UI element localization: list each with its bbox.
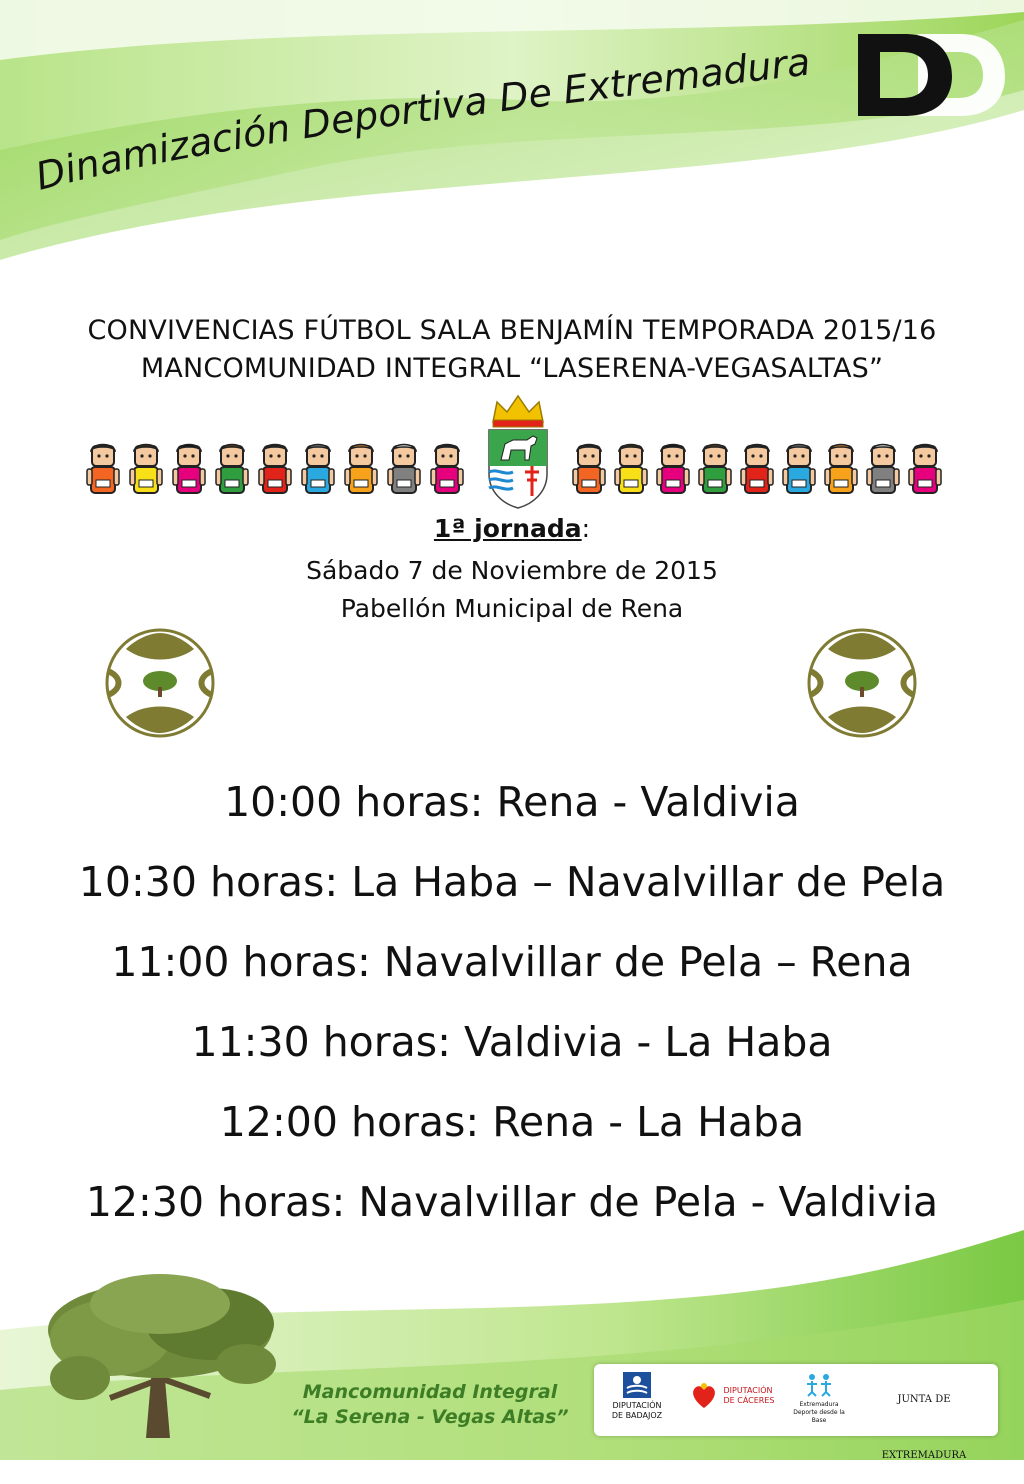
player-icon <box>430 440 464 498</box>
match-row: 12:00 horas: Rena - La Haba <box>219 1098 805 1146</box>
player-icon <box>258 440 292 498</box>
player-icon <box>387 440 421 498</box>
mancomunidad-line-2: “La Serena - Vegas Altas” <box>291 1406 569 1428</box>
match-row: 10:30 horas: La Haba – Navalvillar de Pela <box>78 858 946 906</box>
sponsor-line: DE BADAJOZ <box>611 1411 663 1420</box>
player-icon <box>782 440 816 498</box>
player-icon <box>698 440 732 498</box>
player-icon <box>866 440 900 498</box>
sponsor-diputacion-badajoz <box>602 1372 672 1428</box>
player-icon <box>740 440 774 498</box>
sponsor-junta-extremadura <box>856 1372 992 1461</box>
jornada-heading <box>0 512 1024 546</box>
player-icon <box>908 440 942 498</box>
player-icon <box>86 440 120 498</box>
match-row: 11:30 horas: Valdivia - La Haba <box>191 1018 833 1066</box>
event-date: Sábado 7 de Noviembre de 2015 <box>306 556 718 585</box>
tree-icon <box>40 1268 285 1443</box>
player-icon <box>824 440 858 498</box>
diputacion-caceres-icon <box>689 1382 719 1410</box>
mancomunidad-ball-icon <box>104 627 216 739</box>
sponsor-diputacion-caceres <box>682 1372 782 1428</box>
player-icon <box>129 440 163 498</box>
event-venue: Pabellón Municipal de Rena <box>340 594 684 623</box>
sponsor-line: Extremadura <box>799 1401 839 1408</box>
sponsor-line: Deporte desde la Base <box>793 1409 845 1424</box>
dd-logo-icon <box>840 28 1010 118</box>
headline-line-2: MANCOMUNIDAD INTEGRAL “LASERENA-VEGASALTAS” <box>140 353 884 384</box>
match-row: 11:00 horas: Navalvillar de Pela – Rena <box>111 938 913 986</box>
player-icon <box>614 440 648 498</box>
match-row: 12:30 horas: Navalvillar de Pela - Valdivia <box>85 1178 939 1226</box>
jornada-label: 1ª jornada <box>433 514 582 543</box>
sponsor-line: DE CÁCERES <box>723 1396 775 1405</box>
sponsors-panel <box>594 1364 998 1461</box>
match-row: 10:00 horas: Rena - Valdivia <box>224 778 800 826</box>
match-schedule <box>0 762 1024 1242</box>
diputacion-badajoz-icon <box>623 1372 651 1398</box>
sponsor-line: DIPUTACIÓN <box>612 1401 662 1410</box>
svg-text:Dinamización Deportiva De Extr <box>31 40 812 199</box>
headline-line-1: CONVIVENCIAS FÚTBOL SALA BENJAMÍN TEMPORADA 2015/16 <box>87 315 937 346</box>
headline <box>0 312 1024 388</box>
players-right <box>572 440 952 500</box>
deporte-base-icon <box>804 1372 834 1398</box>
player-icon <box>656 440 690 498</box>
player-icon <box>572 440 606 498</box>
sponsor-line: JUNTA DE EXTREMADURA <box>881 1394 967 1461</box>
mancomunidad-line-1: Mancomunidad Integral <box>302 1381 558 1403</box>
mancomunidad-label <box>285 1380 575 1430</box>
coat-of-arms-icon <box>483 392 553 510</box>
player-icon <box>344 440 378 498</box>
sponsor-extremadura-deporte <box>790 1372 848 1428</box>
jornada-suffix: : <box>581 514 591 543</box>
player-icon <box>215 440 249 498</box>
event-info <box>0 552 1024 628</box>
mancomunidad-ball-icon <box>806 627 918 739</box>
sponsor-line: DIPUTACIÓN <box>723 1386 773 1395</box>
players-left <box>86 440 476 500</box>
brand-title-text: Dinamización Deportiva De Extremadura <box>31 40 813 199</box>
player-icon <box>301 440 335 498</box>
brand-title <box>30 40 850 220</box>
player-icon <box>172 440 206 498</box>
